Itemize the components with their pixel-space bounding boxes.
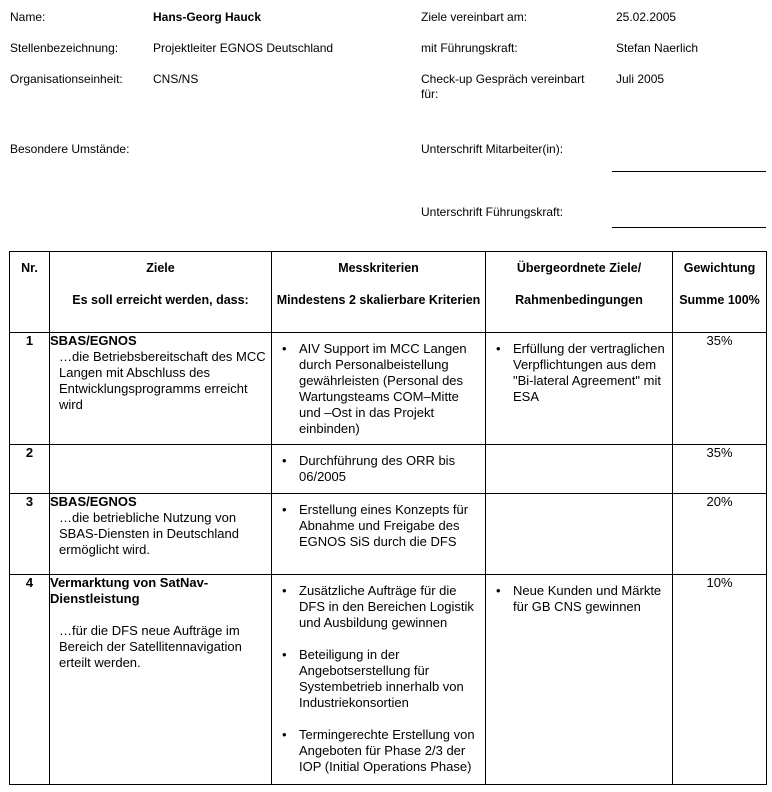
superior-cell (486, 445, 673, 494)
header-nr-label: Nr. (21, 261, 38, 275)
table-row (10, 333, 767, 445)
superior-item: • Neue Kunden und Märkte für GB CNS gewinnen (486, 583, 668, 615)
criteria-item: • AIV Support im MCC Langen durch Personalbeistellung gewährleisten (Personal des Wartungsteams COM–Mitte und –Ost in das Projekt einbinden) (272, 341, 481, 437)
criteria-cell (272, 445, 486, 494)
goal-cell (50, 575, 272, 785)
name-value: Hans-Georg Hauck (153, 10, 262, 24)
row-number: 4 (10, 575, 50, 785)
weight-cell: 35% (673, 333, 767, 445)
weight-cell: 35% (673, 445, 767, 494)
row-number: 3 (10, 494, 50, 575)
criteria-item: • Zusätzliche Aufträge für die DFS in den Bereichen Logistik und Ausbildung gewinnen (272, 583, 481, 631)
row-number: 1 (10, 333, 50, 445)
header-superior-title: Übergeordnete Ziele/ (516, 261, 642, 275)
superior-cell (486, 575, 673, 785)
criteria-cell (272, 575, 486, 785)
special-circumstances-label: Besondere Umstände: (10, 142, 130, 156)
signature-employee-line (612, 171, 766, 172)
header-criteria (272, 252, 486, 333)
row-number: 2 (10, 445, 50, 494)
signature-employee-label: Unterschrift Mitarbeiter(in): (421, 142, 564, 156)
header-criteria-title: Messkriterien (338, 261, 419, 275)
agreed-date-label: Ziele vereinbart am: (421, 10, 528, 24)
goal-cell (50, 494, 272, 575)
superior-cell (486, 494, 673, 575)
criteria-cell (272, 333, 486, 445)
table-header-row (10, 252, 767, 333)
header-superior-subtitle: Rahmenbedingungen (515, 293, 643, 307)
goal-cell (50, 333, 272, 445)
table-row (10, 575, 767, 785)
checkup-label (421, 72, 584, 102)
signature-manager-line (612, 227, 766, 228)
header-weight-subtitle: Summe 100% (679, 293, 760, 307)
checkup-value: Juli 2005 (616, 72, 665, 86)
goal-text: …die Betriebsbereitschaft des MCC Langen mit Abschluss des Entwicklungsprogramms erreicht wird (59, 349, 266, 412)
goal-title: SBAS/EGNOS (50, 494, 137, 509)
criteria-item: • Beteiligung in der Angebotserstellung für Systembetrieb innerhalb von Industriekonsortien (272, 647, 481, 711)
manager-value: Stefan Naerlich (616, 41, 699, 55)
header-goals-subtitle: Es soll erreicht werden, dass: (72, 293, 249, 307)
position-value: Projektleiter EGNOS Deutschland (153, 41, 334, 55)
goal-text: …die betriebliche Nutzung von SBAS-Diensten in Deutschland ermöglicht wird. (59, 510, 239, 557)
name-label: Name: (10, 10, 46, 24)
checkup-label-line2: für: (421, 87, 439, 101)
criteria-item: • Termingerechte Erstellung von Angeboten für Phase 2/3 der IOP (Initial Operations Phase) (272, 727, 481, 775)
superior-item: • Erfüllung der vertraglichen Verpflichtungen aus dem "Bi-lateral Agreement" mit ESA (486, 341, 668, 405)
agreed-date-value: 25.02.2005 (616, 10, 677, 24)
criteria-cell (272, 494, 486, 575)
table-row (10, 494, 767, 575)
org-unit-label: Organisationseinheit: (10, 72, 123, 86)
header-goals-title: Ziele (146, 261, 175, 275)
goal-title: SBAS/EGNOS (50, 333, 137, 348)
goal-text: …für die DFS neue Aufträge im Bereich der Satellitennavigation erteilt werden. (59, 623, 242, 670)
header-weight-title: Gewichtung (683, 261, 756, 275)
goals-table (9, 251, 767, 785)
header-criteria-subtitle: Mindestens 2 skalierbare Kriterien (276, 293, 481, 307)
org-unit-value: CNS/NS (153, 72, 199, 86)
weight-cell: 20% (673, 494, 767, 575)
criteria-item: • Durchführung des ORR bis 06/2005 (272, 453, 481, 485)
goal-cell (50, 445, 272, 494)
weight-cell: 10% (673, 575, 767, 785)
goal-title: Vermarktung von SatNav-Dienstleistung (50, 575, 209, 606)
signature-manager-label: Unterschrift Führungskraft: (421, 205, 564, 219)
header-nr (10, 252, 50, 333)
header-weight (673, 252, 767, 333)
checkup-label-line1: Check-up Gespräch vereinbart (421, 72, 585, 86)
header-superior (486, 252, 673, 333)
manager-label: mit Führungskraft: (421, 41, 518, 55)
superior-cell (486, 333, 673, 445)
position-label: Stellenbezeichnung: (10, 41, 119, 55)
header-goals (50, 252, 272, 333)
criteria-item: • Erstellung eines Konzepts für Abnahme und Freigabe des EGNOS SiS durch die DFS (272, 502, 481, 550)
table-row (10, 445, 767, 494)
